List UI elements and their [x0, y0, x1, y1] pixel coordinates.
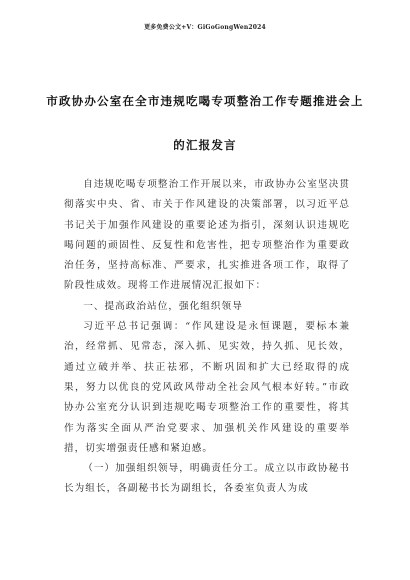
- header-note: 更多免费公文+V：GiGoGongWen2024: [144, 24, 266, 31]
- section-heading-1: 一、提高政治站位，强化组织领导: [83, 300, 243, 312]
- document-title-line-1: 市政协办公室在全市违规吃喝专项整治工作专题推进会上: [46, 94, 364, 108]
- paragraph-quote: 习近平总书记强调：“作风建设是永恒课题，要标本兼治，经常抓、见常态，深入抓、见实效，持久抓、见长效，通过立破并举、扶正祛邪，不断巩固和扩大已经取得的成果，努力以优良的党风政风带动全社会风气根本好转。”市政协办公室充分认识到违规吃喝专项整治工作的重要性，将其作为落实全面从严治党要求、加强机关作风建设的重要举措，切实增强责任感和紧迫感。: [64, 321, 350, 454]
- document-body: [64, 175, 350, 500]
- document-title-line-2: 的汇报发言: [173, 138, 237, 152]
- paragraph-subsection-1: （一）加强组织领导，明确责任分工。成立以市政协秘书长为组长，各副秘书长为副组长，各委室负责人为成: [64, 463, 350, 495]
- paragraph-intro: 自违规吃喝专项整治工作开展以来，市政协办公室坚决贯彻落实中央、省、市关于作风建设的决策部署，以习近平总书记关于加强作风建设的重要论述为指引，深刻认识违规吃喝问题的顽固性、反复性和危害性，把专项整治作为重要政治任务，坚持高标准、严要求，扎实推进各项工作，取得了阶段性成效。现将工作进展情况汇报如下：: [64, 179, 350, 292]
